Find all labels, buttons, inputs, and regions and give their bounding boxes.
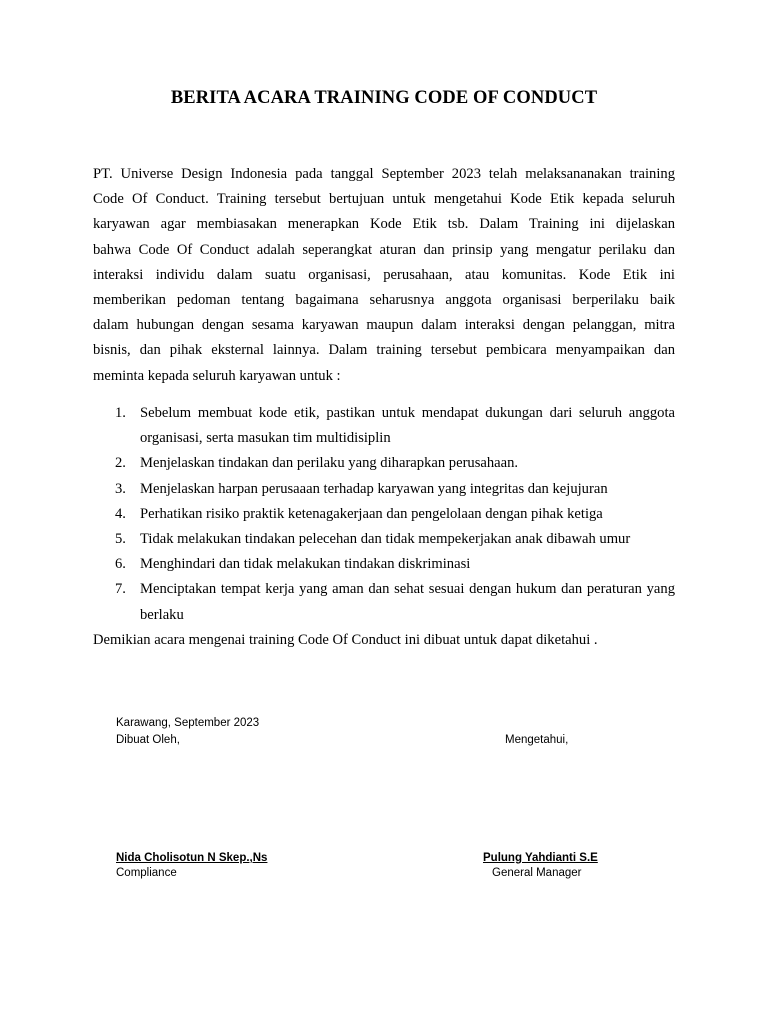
intro-line: memberikan pedoman tentang bagaimana seharusnya anggota organisasi berperilaku baik xyxy=(93,291,675,308)
list-item-number: 4. xyxy=(115,505,126,522)
intro-line: meminta kepada seluruh karyawan untuk : xyxy=(93,367,341,384)
list-item-text: Menjelaskan harpan perusaaan terhadap karyawan yang integritas dan kejujuran xyxy=(140,480,608,497)
acknowledged-label: Mengetahui, xyxy=(505,734,569,746)
numbered-list xyxy=(93,401,675,628)
list-item-number: 3. xyxy=(115,480,126,497)
list-item xyxy=(93,477,675,502)
intro-line: dalam hubungan dengan sesama karyawan maupun dalam interaksi dengan pelanggan, mitra xyxy=(93,317,675,334)
intro-line: Code Of Conduct. Training tersebut bertujuan untuk mengetahui Kode Etik kepada seluruh xyxy=(93,191,675,208)
list-item-text: Perhatikan risiko praktik ketenagakerjaan dan pengelolaan dengan pihak ketiga xyxy=(140,505,603,522)
list-item-text: Tidak melakukan tindakan pelecehan dan tidak mempekerjakan anak dibawah umur xyxy=(140,531,631,548)
list-item-number: 6. xyxy=(115,556,126,573)
signer-name-general-manager: Pulung Yahdianti S.E xyxy=(483,852,598,864)
list-item-number: 2. xyxy=(115,455,126,472)
list-item-text: Sebelum membuat kode etik, pastikan untuk mendapat dukungan dari seluruh anggota organisasi, serta masukan tim multidisiplin xyxy=(140,405,675,447)
made-by-label: Dibuat Oleh, xyxy=(116,734,180,746)
list-item-text: Menghindari dan tidak melakukan tindakan diskriminasi xyxy=(140,556,471,573)
signer-role-compliance: Compliance xyxy=(116,867,177,879)
list-item xyxy=(93,451,675,476)
intro-line: interaksi individu dalam suatu organisasi, perusahaan, atau komunitas. Kode Etik ini xyxy=(93,266,675,283)
list-item xyxy=(93,577,675,627)
list-item-number: 7. xyxy=(115,581,126,598)
place-date: Karawang, September 2023 xyxy=(116,717,260,729)
list-item-text: Menjelaskan tindakan dan perilaku yang diharapkan perusahaan. xyxy=(140,455,519,472)
intro-line: PT. Universe Design Indonesia pada tanggal September 2023 telah melaksananakan training xyxy=(93,166,675,182)
intro-line: bahwa Code Of Conduct adalah seperangkat aturan dan prinsip yang mengatur perilaku dan xyxy=(93,241,675,258)
document-title: BERITA ACARA TRAINING CODE OF CONDUCT xyxy=(170,88,598,108)
signer-name-compliance: Nida Cholisotun N Skep.,Ns xyxy=(116,852,268,864)
list-item-number: 5. xyxy=(115,531,126,548)
list-item xyxy=(93,552,675,577)
list-item xyxy=(93,401,675,451)
list-item-number: 1. xyxy=(115,405,126,421)
intro-paragraph xyxy=(93,162,675,389)
list-item xyxy=(93,502,675,527)
closing-paragraph: Demikian acara mengenai training Code Of Conduct ini dibuat untuk dapat diketahui . xyxy=(93,632,598,648)
signer-role-general-manager: General Manager xyxy=(492,867,582,879)
list-item-text: Menciptakan tempat kerja yang aman dan sehat sesuai dengan hukum dan peraturan yang berlaku xyxy=(140,581,675,623)
intro-line: bisnis, dan pihak eksternal lainnya. Dalam training tersebut pembicara menyampaikan dan xyxy=(93,342,675,359)
list-item xyxy=(93,527,675,552)
intro-line: karyawan agar membiasakan menerapkan Kode Etik tsb. Dalam Training ini dijelaskan xyxy=(93,216,675,233)
